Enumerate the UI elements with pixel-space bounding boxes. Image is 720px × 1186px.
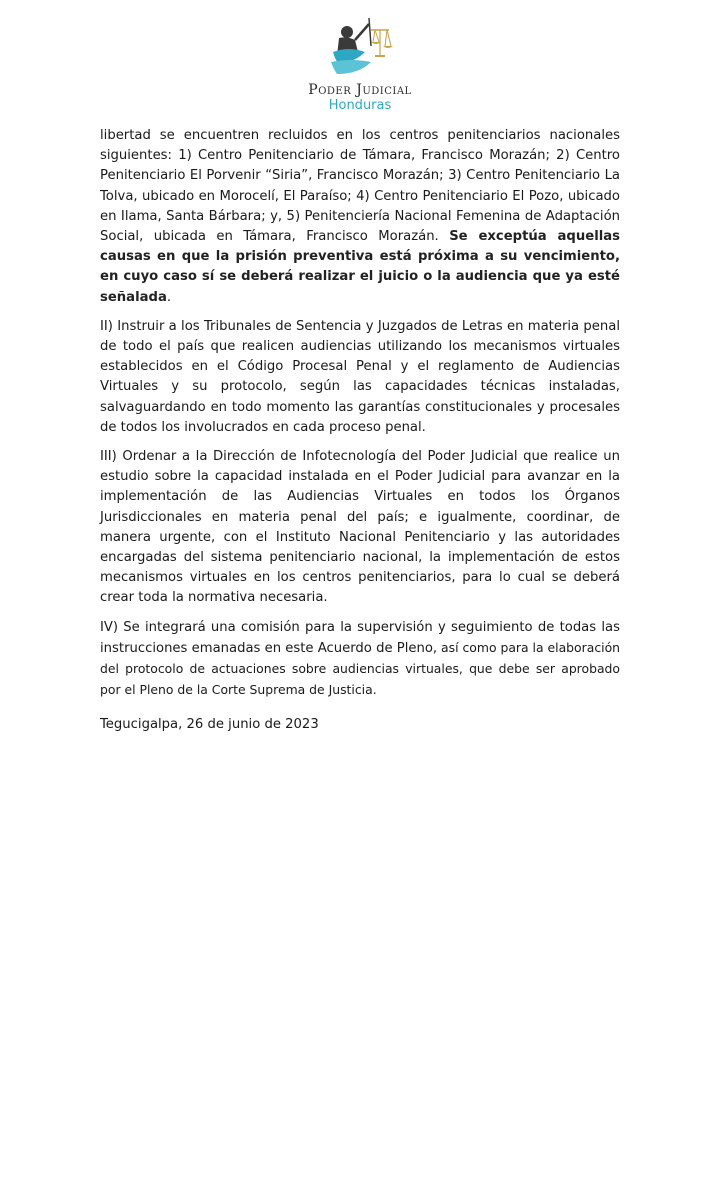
paragraph-2: II) Instruir a los Tribunales de Sentencia y Juzgados de Letras en materia penal de todo el país que realicen audiencias utilizando los mecanismos virtuales establecidos en el Código Procesal Penal y el reglamento de Audiencias Virtuales y su protocolo, según las capacidades técnicas instaladas, salvaguardando en todo momento las garantías constitucionales y procesales de todos los involucrados en cada proceso penal. [100, 318, 620, 435]
justice-scales-emblem-icon [325, 16, 395, 80]
paragraph-4-continuation: así como para la elaboración del protocolo de actuaciones sobre audiencias virtuales, que debe ser aprobado por el Pleno de la Corte Suprema de Justicia. [100, 639, 621, 698]
paragraph-4-main: IV) Se integrará una comisión para la supervisión y seguimiento de todas las instrucciones emanadas en este Acuerdo de Pleno, [100, 619, 620, 656]
paragraph-1 [100, 126, 620, 308]
logo-subtitle: Honduras [328, 98, 392, 113]
paragraph-3: III) Ordenar a la Dirección de Infotecnología del Poder Judicial que realice un estudio sobre la capacidad instalada en el Poder Judicial para avanzar en la implementación de las Audiencias Virtuales en todos los Órganos Jurisdiccionales en materia penal del país; e igualmente, coordinar, de manera urgente, con el Instituto Nacional Penitenciario y las autoridades encargadas del sistema penitenciario nacional, la implementación de estos mecanismos virtuales en los centros penitenciarios, para lo cual se deberá crear toda la normativa necesaria. [100, 449, 620, 606]
document-body [100, 126, 620, 745]
logo-title: Poder Judicial [308, 82, 412, 98]
document-date: Tegucigalpa, 26 de junio de 2023 [100, 717, 319, 733]
paragraph-1-text: libertad se encuentren recluidos en los centros penitenciarios nacionales siguientes: 1) Centro Penitenciario de Támara, Francisco Morazán; 2) Centro Penitenciario El Porvenir “Siria”, Francisco Morazán; 3) Centro Penitenciario La Tolva, ubicado en Morocelí, El Paraíso; 4) Centro Penitenciario El Pozo, ubicado en Ilama, Santa Bárbara; y, 5) Penitenciería Nacional Femenina de Adaptación Social, ubicada en Támara, Francisco Morazán. [100, 128, 620, 245]
poder-judicial-logo [300, 16, 420, 113]
paragraph-1-bold-exception: Se exceptúa aquellas causas en que la prisión preventiva está próxima a su vencimiento, en cuyo caso sí se deberá realizar el juicio o la audiencia que ya esté señalada [100, 229, 620, 305]
paragraph-1-end: . [166, 289, 172, 305]
paragraph-4 [100, 618, 620, 702]
